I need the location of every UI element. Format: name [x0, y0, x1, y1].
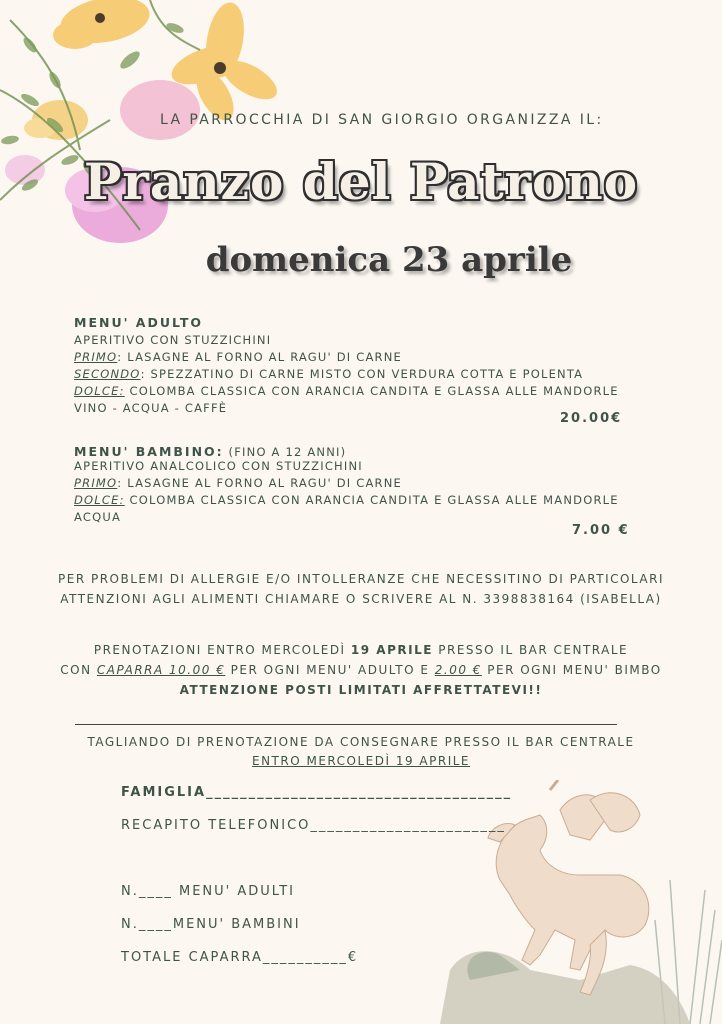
secondo-text: : SPEZZATINO DI CARNE MISTO CON VERDURA COTTA E POLENTA: [140, 367, 584, 381]
page-title: Pranzo del Patrono: [83, 152, 639, 211]
booking-text: PER OGNI MENU' BIMBO: [481, 663, 662, 677]
booking-text: PER OGNI MENU' ADULTO E: [225, 663, 435, 677]
secondo-label: SECONDO: [74, 367, 141, 381]
phone-field[interactable]: RECAPITO TELEFONICO_______________________: [121, 818, 506, 833]
dolce-label: DOLCE:: [74, 384, 125, 398]
total-deposit-field[interactable]: TOTALE CAPARRA__________€: [121, 950, 359, 965]
booking-text: PRENOTAZIONI ENTRO MERCOLEDÌ: [93, 643, 351, 657]
adult-deposit: CAPARRA 10.00 €: [96, 663, 226, 677]
child-menu-dolce: [74, 493, 619, 507]
coupon-title: TAGLIANDO DI PRENOTAZIONE DA CONSEGNARE PRESSO IL BAR CENTRALE: [87, 735, 635, 749]
child-menu-age-note: (FINO A 12 ANNI): [223, 445, 347, 459]
adult-menu-heading: MENU' ADULTO: [74, 315, 204, 330]
child-menu-line: APERITIVO ANALCOLICO CON STUZZICHINI: [74, 459, 363, 473]
booking-line2: [0, 663, 722, 677]
child-menu-heading-row: [74, 441, 346, 460]
watercolor-flowers-illustration: [0, 0, 300, 260]
dolce-label: DOLCE:: [74, 493, 125, 507]
allergy-notice-line1: PER PROBLEMI DI ALLERGIE E/O INTOLLERANZE CHE NECESSITINO DI PARTICOLARI: [58, 572, 664, 586]
adult-menu-dolce: [74, 384, 619, 398]
limited-seats-warning: ATTENZIONE POSTI LIMITATI AFFRETTATEVI!!: [179, 683, 543, 697]
booking-text: PRESSO IL BAR CENTRALE: [432, 643, 629, 657]
dolce-text: COLOMBA CLASSICA CON ARANCIA CANDITA E GLASSA ALLE MANDORLE: [124, 493, 619, 507]
adult-menu-secondo: [74, 367, 583, 381]
child-menu-primo: [74, 476, 402, 490]
booking-text: CON: [60, 663, 97, 677]
famiglia-field[interactable]: FAMIGLIA____________________________________: [121, 785, 513, 800]
event-date: domenica 23 aprile: [205, 240, 573, 280]
child-menu-drinks: ACQUA: [74, 510, 122, 524]
adult-count-field[interactable]: N.____ MENU' ADULTI: [121, 884, 296, 899]
booking-line1: [0, 643, 722, 657]
primo-label: PRIMO: [74, 350, 118, 364]
adult-menu-price: 20.00€: [560, 411, 623, 426]
child-menu-heading: MENU' BAMBINO:: [74, 444, 224, 459]
primo-text: : LASAGNE AL FORNO AL RAGU' DI CARNE: [117, 350, 402, 364]
coupon-deadline: ENTRO MERCOLEDÌ 19 APRILE: [251, 754, 471, 768]
primo-label: PRIMO: [74, 476, 118, 490]
dolce-text: COLOMBA CLASSICA CON ARANCIA CANDITA E GLASSA ALLE MANDORLE: [124, 384, 619, 398]
child-count-field[interactable]: N.____MENU' BAMBINI: [121, 917, 301, 932]
adult-menu-primo: [74, 350, 402, 364]
coupon-separator: [75, 724, 617, 725]
child-menu-price: 7.00 €: [572, 523, 630, 538]
child-deposit: 2.00 €: [434, 663, 482, 677]
allergy-notice-line2: ATTENZIONI AGLI ALIMENTI CHIAMARE O SCRIVERE AL N. 3398838164 (ISABELLA): [60, 592, 662, 606]
san-giorgio-statue-illustration: [430, 780, 722, 1024]
organizer-line: LA PARROCCHIA DI SAN GIORGIO ORGANIZZA IL:: [160, 112, 604, 128]
adult-menu-drinks: VINO - ACQUA - CAFFÈ: [74, 401, 228, 415]
adult-menu-line: APERITIVO CON STUZZICHINI: [74, 333, 272, 347]
booking-date: 19 APRILE: [350, 643, 433, 657]
primo-text: : LASAGNE AL FORNO AL RAGU' DI CARNE: [117, 476, 402, 490]
